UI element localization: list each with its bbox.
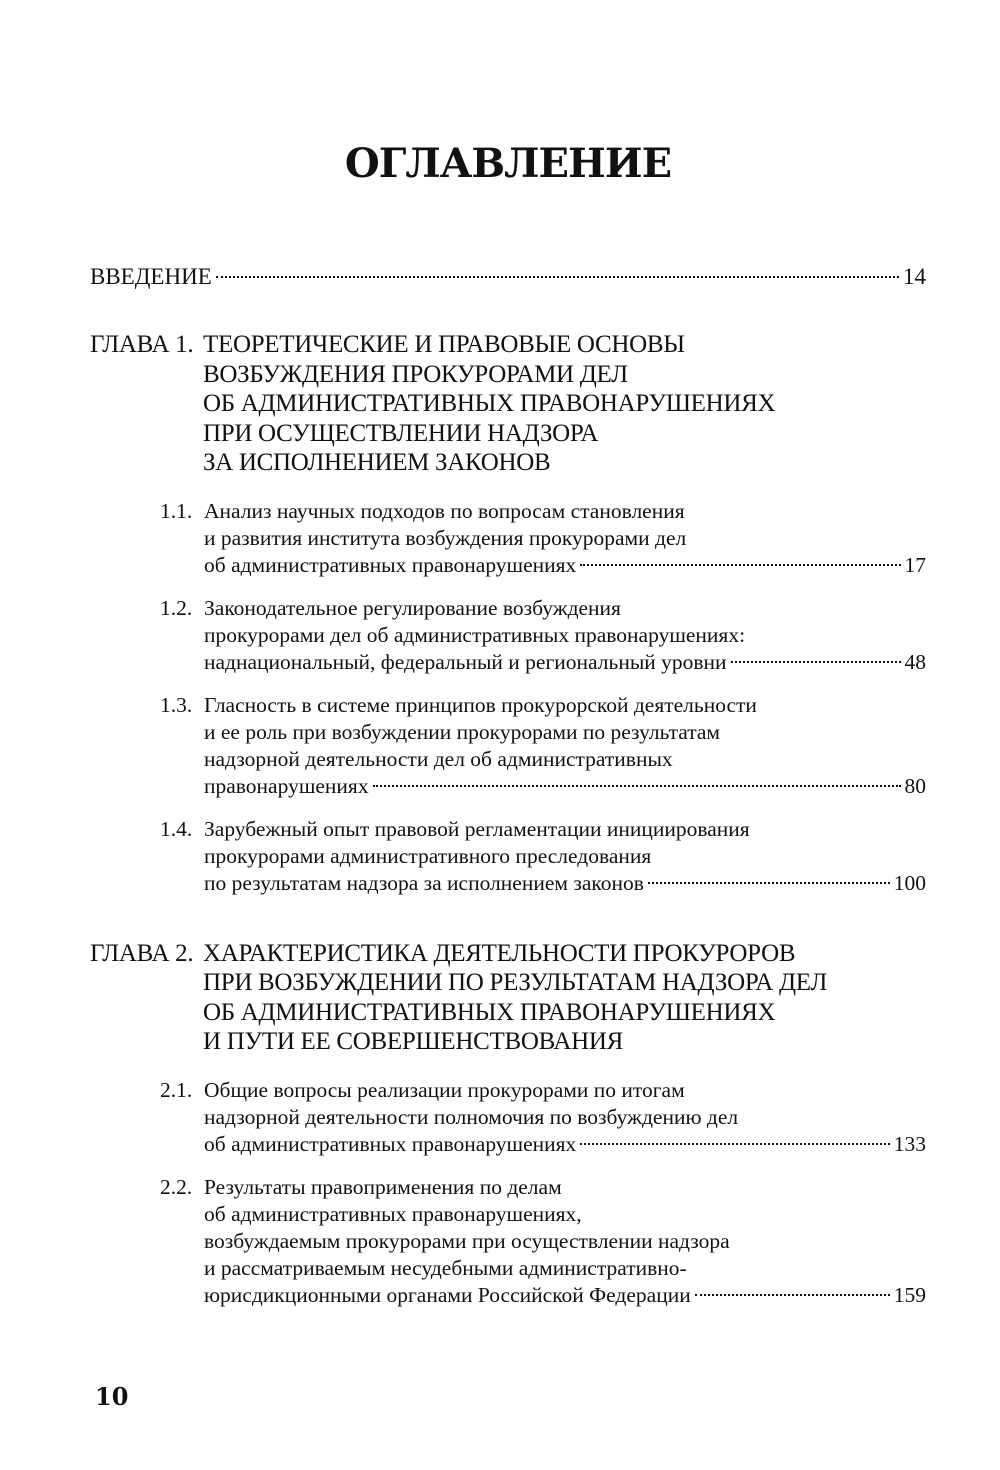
section-title-line: Анализ научных подходов по вопросам становления <box>204 498 685 523</box>
section-title-last-line <box>204 773 926 800</box>
section-title-line: об административных правонарушениях, <box>204 1201 582 1226</box>
section-title-line: Результаты правоприменения по делам <box>204 1174 562 1199</box>
page-number: 10 <box>95 1382 129 1411</box>
toc-page-number: 100 <box>893 870 926 895</box>
chapter-number: ГЛАВА 2. <box>90 939 194 967</box>
section-title-last-line <box>204 870 926 897</box>
toc-section-2-2[interactable] <box>90 1174 926 1309</box>
section-title <box>204 498 926 579</box>
section-title-line: юрисдикционными органами Российской Федерации <box>204 1282 691 1307</box>
section-title <box>204 595 926 676</box>
section-number: 2.2. <box>160 1174 193 1199</box>
dot-leader <box>580 564 900 566</box>
section-title-line: Общие вопросы реализации прокурорами по итогам <box>204 1077 685 1102</box>
toc-page-number: 133 <box>893 1131 926 1156</box>
section-number: 1.4. <box>160 816 193 841</box>
section-title-line: надзорной деятельности дел об административных <box>204 746 673 771</box>
section-title <box>204 816 926 897</box>
section-title-line: и ее роль при возбуждении прокурорами по результатам <box>204 719 721 744</box>
page-title: ОГЛАВЛЕНИЕ <box>344 140 672 187</box>
chapter-title-line: ЗА ИСПОЛНЕНИЕМ ЗАКОНОВ <box>203 449 551 476</box>
section-title <box>204 1174 926 1309</box>
section-title-line: Гласность в системе принципов прокурорской деятельности <box>204 692 757 717</box>
section-title-line: прокурорами административного преследования <box>204 843 652 868</box>
section-title-last-line <box>204 649 926 676</box>
section-number: 1.2. <box>160 595 193 620</box>
toc-section-1-4[interactable] <box>90 816 926 897</box>
dot-leader <box>695 1294 890 1296</box>
section-title-line: и рассматриваемым несудебными административно- <box>204 1255 687 1280</box>
chapter-title-line: ХАРАКТЕРИСТИКА ДЕЯТЕЛЬНОСТИ ПРОКУРОРОВ <box>203 939 796 967</box>
section-title-line: правонарушениях <box>204 773 369 798</box>
toc-page-number: 14 <box>903 264 926 289</box>
toc-page-number: 17 <box>904 552 926 577</box>
section-title-line: надзорной деятельности полномочия по возбуждению дел <box>204 1104 739 1129</box>
chapter-title-line: ПРИ ВОЗБУЖДЕНИИ ПО РЕЗУЛЬТАТАМ НАДЗОРА ДЕЛ <box>203 969 828 996</box>
toc-page-number: 159 <box>893 1282 926 1307</box>
dot-leader <box>373 785 901 787</box>
chapter-number: ГЛАВА 1. <box>90 331 194 358</box>
section-title <box>204 1077 926 1158</box>
section-title-line: Зарубежный опыт правовой регламентации инициирования <box>204 816 750 841</box>
chapter-title-line: ПРИ ОСУЩЕСТВЛЕНИИ НАДЗОРА <box>203 419 599 447</box>
section-title-line: прокурорами дел об административных правонарушениях: <box>204 622 746 647</box>
dot-leader <box>216 276 899 278</box>
toc-section-1-1[interactable] <box>90 498 926 579</box>
toc-section-2-1[interactable] <box>90 1077 926 1158</box>
section-title-last-line <box>204 1282 926 1309</box>
section-title-line: наднациональный, федеральный и региональный уровни <box>204 649 727 674</box>
section-title-line: и развития института возбуждения прокурорами дел <box>204 525 687 550</box>
chapter-title-line: ОБ АДМИНИСТРАТИВНЫХ ПРАВОНАРУШЕНИЯХ <box>203 998 776 1026</box>
toc-section-1-2[interactable] <box>90 595 926 676</box>
chapter-title <box>203 330 926 478</box>
table-of-contents <box>90 262 926 1309</box>
section-number: 1.1. <box>160 498 193 523</box>
toc-section-1-3[interactable] <box>90 692 926 800</box>
section-title-last-line <box>204 1131 926 1158</box>
chapter-title-line: ОБ АДМИНИСТРАТИВНЫХ ПРАВОНАРУШЕНИЯХ <box>203 390 776 417</box>
toc-page-number: 80 <box>904 773 926 798</box>
section-number: 2.1. <box>160 1077 193 1102</box>
section-title-line: об административных правонарушениях <box>204 552 577 577</box>
dot-leader <box>648 882 890 884</box>
dot-leader <box>731 661 901 663</box>
chapter-heading-1[interactable] <box>90 330 926 478</box>
section-title-line: возбуждаемым прокурорами при осуществлении надзора <box>204 1228 730 1253</box>
toc-page-number: 48 <box>904 649 926 674</box>
chapter-title-line: ВОЗБУЖДЕНИЯ ПРОКУРОРАМИ ДЕЛ <box>203 360 628 388</box>
dot-leader <box>580 1143 889 1145</box>
section-title-line: Законодательное регулирование возбуждения <box>204 595 621 620</box>
section-number: 1.3. <box>160 692 193 717</box>
section-title-last-line <box>204 552 926 579</box>
section-title-line: по результатам надзора за исполнением законов <box>204 870 644 895</box>
chapter-title-line: И ПУТИ ЕЕ СОВЕРШЕНСТВОВАНИЯ <box>203 1028 624 1055</box>
section-title-line: об административных правонарушениях <box>204 1131 577 1156</box>
chapter-title <box>203 939 926 1057</box>
chapter-title-line: ТЕОРЕТИЧЕСКИЕ И ПРАВОВЫЕ ОСНОВЫ <box>203 331 685 358</box>
chapter-heading-2[interactable] <box>90 939 926 1057</box>
toc-entry-introduction[interactable] <box>90 262 926 292</box>
section-title <box>204 692 926 800</box>
toc-entry-label: ВВЕДЕНИЕ <box>90 264 212 289</box>
